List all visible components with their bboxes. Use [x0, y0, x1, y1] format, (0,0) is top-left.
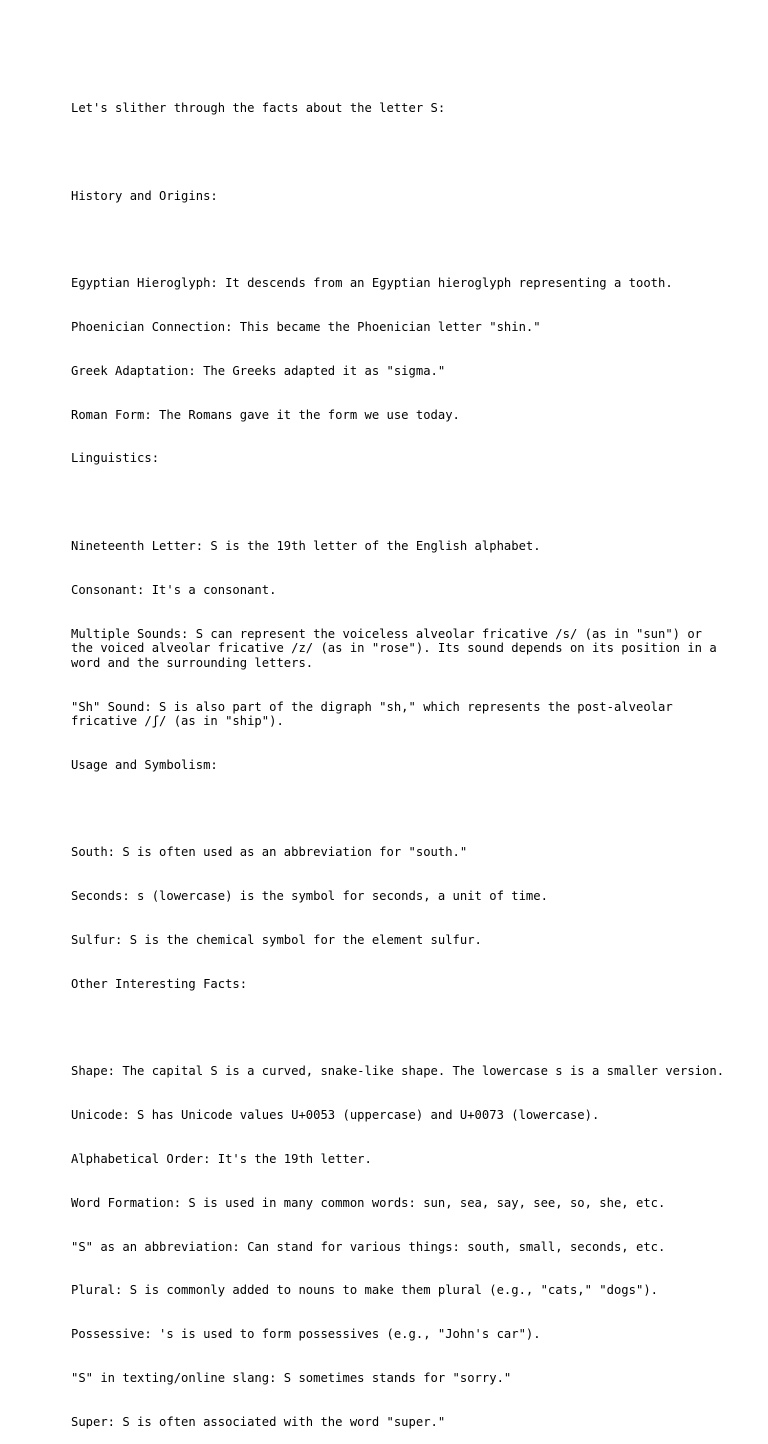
section-heading-usage: Usage and Symbolism: [71, 757, 218, 772]
fact-word-formation: Word Formation: S is used in many common words: sun, sea, say, see, so, she, etc. [71, 1195, 666, 1210]
fact-multiple-sounds: Multiple Sounds: S can represent the voiceless alveolar fricative /s/ (as in "sun") or the voiced alveolar fricative /z/ (as in "rose"). Its sound depends on its position in a word and the surrounding letters. [71, 626, 725, 670]
fact-south: South: S is often used as an abbreviation for "south." [71, 845, 468, 860]
blank-line [71, 233, 731, 248]
fact-plural: Plural: S is commonly added to nouns to make them plural (e.g., "cats," "dogs"). [71, 1283, 658, 1298]
fact-sh-sound: "Sh" Sound: S is also part of the digraph "sh," which represents the post-alveolar fricative /ʃ/ (as in "ship"). [71, 699, 681, 729]
fact-seconds: Seconds: s (lowercase) is the symbol for seconds, a unit of time. [71, 889, 548, 904]
fact-alphabetical-order: Alphabetical Order: It's the 19th letter. [71, 1151, 372, 1166]
fact-nineteenth-letter: Nineteenth Letter: S is the 19th letter of the English alphabet. [71, 539, 541, 553]
fact-greek-adaptation: Greek Adaptation: The Greeks adapted it as "sigma." [71, 363, 446, 378]
section-heading-history: History and Origins: [71, 188, 218, 203]
fact-texting-slang: "S" in texting/online slang: S sometimes stands for "sorry." [71, 1370, 512, 1385]
section-heading-linguistics: Linguistics: [71, 451, 160, 466]
blank-line [71, 495, 731, 510]
blank-line [71, 145, 731, 160]
fact-shape: Shape: The capital S is a curved, snake-like shape. The lowercase s is a smaller version. [71, 1064, 725, 1079]
fact-possessive: Possessive: 's is used to form possessives (e.g., "John's car"). [71, 1327, 541, 1342]
fact-unicode: Unicode: S has Unicode values U+0053 (uppercase) and U+0073 (lowercase). [71, 1108, 600, 1123]
section-heading-other-facts: Other Interesting Facts: [71, 976, 248, 991]
fact-abbreviation: "S" as an abbreviation: Can stand for various things: south, small, seconds, etc. [71, 1239, 666, 1254]
blank-line [71, 1021, 731, 1036]
fact-roman-form: Roman Form: The Romans gave it the form we use today. [71, 407, 460, 422]
fact-super: Super: S is often associated with the word "super." [71, 1414, 446, 1429]
fact-sulfur: Sulfur: S is the chemical symbol for the element sulfur. [71, 933, 482, 948]
blank-line [71, 802, 731, 817]
intro-line: Let's slither through the facts about the letter S: [71, 101, 446, 116]
fact-consonant: Consonant: It's a consonant. [71, 582, 277, 597]
document-body [71, 72, 731, 1444]
fact-phoenician-connection: Phoenician Connection: This became the Phoenician letter "shin." [71, 320, 541, 335]
fact-egyptian-hieroglyph: Egyptian Hieroglyph: It descends from an Egyptian hieroglyph representing a tooth. [71, 276, 673, 291]
